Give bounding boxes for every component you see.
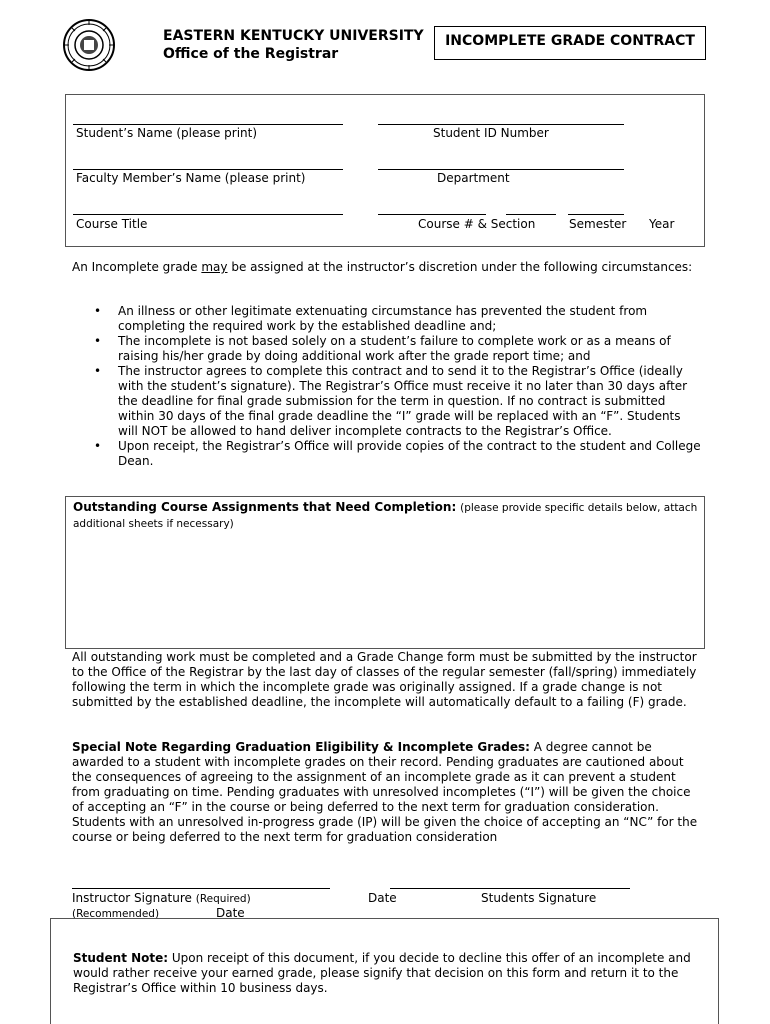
year-label: Year bbox=[649, 217, 675, 231]
student-signature-line[interactable] bbox=[390, 888, 630, 889]
list-item: • Upon receipt, the Registrar’s Office will provide copies of the contract to the student and College Dean. bbox=[94, 439, 701, 468]
student-note-box bbox=[50, 918, 719, 1024]
faculty-name-field[interactable] bbox=[73, 169, 343, 170]
student-note-heading: Student Note: bbox=[73, 951, 169, 965]
special-note-heading: Special Note Regarding Graduation Eligibility & Incomplete Grades: bbox=[72, 740, 530, 754]
student-date-label: Date bbox=[216, 906, 245, 920]
instructor-signature-line[interactable] bbox=[72, 888, 330, 889]
course-title-label: Course Title bbox=[76, 217, 148, 231]
assignments-box[interactable] bbox=[65, 496, 705, 649]
special-note-paragraph: Special Note Regarding Graduation Eligibility & Incomplete Grades: A degree cannot be awarded to a student with incomplete grades on their record. Pending graduates are cautioned about the consequences of agreeing to the assignment of an incomplete grade as it can prevent a student from graduating on time. Pending graduates with unresolved incompletes (“I”) will be given the choice of accepting an “F” in the course or being deferred to the next term for graduation consideration. Students with an unresolved in-progress grade (IP) will be given the choice of accepting an “NC” for the course or being deferred to the next term for graduation consideration bbox=[72, 740, 698, 844]
student-note: Student Note: Upon receipt of this document, if you decide to decline this offer of an incomplete and would rather receive your earned grade, please signify that decision on this form and return it to the Registrar’s Office within 10 business days. bbox=[73, 951, 691, 995]
bullet-icon: • bbox=[94, 439, 102, 453]
bullet-icon: • bbox=[94, 304, 102, 318]
list-item: • An illness or other legitimate extenuating circumstance has prevented the student from completing the required work by the established deadline and; bbox=[94, 304, 648, 333]
form-title: INCOMPLETE GRADE CONTRACT bbox=[434, 26, 706, 60]
student-name-label: Student’s Name (please print) bbox=[76, 126, 258, 140]
student-name-field[interactable] bbox=[73, 124, 343, 125]
instructor-signature-label: Instructor Signature (Required) bbox=[72, 891, 251, 905]
department-label: Department bbox=[437, 171, 510, 185]
assignments-heading: Outstanding Course Assignments that Need Completion: (please provide specific details below, attach additional sheets if necessary) bbox=[73, 500, 698, 530]
department-field[interactable] bbox=[378, 169, 624, 170]
student-info-box bbox=[65, 94, 705, 247]
conditions-list bbox=[72, 304, 702, 469]
section-field[interactable] bbox=[506, 214, 556, 215]
course-title-field[interactable] bbox=[73, 214, 343, 215]
intro-paragraph: An Incomplete grade may be assigned at the instructor’s discretion under the following circumstances: bbox=[72, 260, 693, 274]
course-number-field[interactable] bbox=[378, 214, 486, 215]
student-id-label: Student ID Number bbox=[433, 126, 549, 140]
faculty-name-label: Faculty Member’s Name (please print) bbox=[76, 171, 306, 185]
outstanding-work-paragraph: All outstanding work must be completed and a Grade Change form must be submitted by the instructor to the Office of the Registrar by the last day of classes of the regular semester (fall/spring) immediately following the term in which the incomplete grade was originally assigned. If a grade change is not submitted by the established deadline, the incomplete will automatically default to a failing (F) grade. bbox=[72, 650, 697, 709]
may-emphasis: may bbox=[201, 260, 228, 274]
recommended-label: (Recommended) bbox=[72, 908, 160, 920]
assignments-text-area[interactable] bbox=[73, 533, 698, 643]
course-section-label: Course # & Section bbox=[418, 217, 536, 231]
student-id-field[interactable] bbox=[378, 124, 624, 125]
bullet-icon: • bbox=[94, 364, 102, 378]
list-item: • The instructor agrees to complete this contract and to send it to the Registrar’s Office (ideally with the student’s signature). The Registrar’s Office must receive it no later than 30 days after the deadline for final grade submission for the term in question. If no contract is submitted within 30 days of the final grade deadline the “I” grade will be replaced with an “F”. Students will NOT be allowed to hand deliver incomplete contracts to the Registrar’s Office. bbox=[94, 364, 688, 438]
university-seal-icon bbox=[62, 18, 116, 72]
university-name: EASTERN KENTUCKY UNIVERSITY bbox=[163, 28, 424, 44]
office-name: Office of the Registrar bbox=[163, 46, 339, 62]
bullet-icon: • bbox=[94, 334, 102, 348]
semester-field[interactable] bbox=[568, 214, 624, 215]
date-label: Date bbox=[368, 891, 397, 905]
list-item: • The incomplete is not based solely on a student’s failure to complete work or as a means of raising his/her grade by doing additional work after the grade report time; and bbox=[94, 334, 671, 363]
student-signature-label: Students Signature bbox=[481, 891, 597, 905]
semester-label: Semester bbox=[569, 217, 627, 231]
